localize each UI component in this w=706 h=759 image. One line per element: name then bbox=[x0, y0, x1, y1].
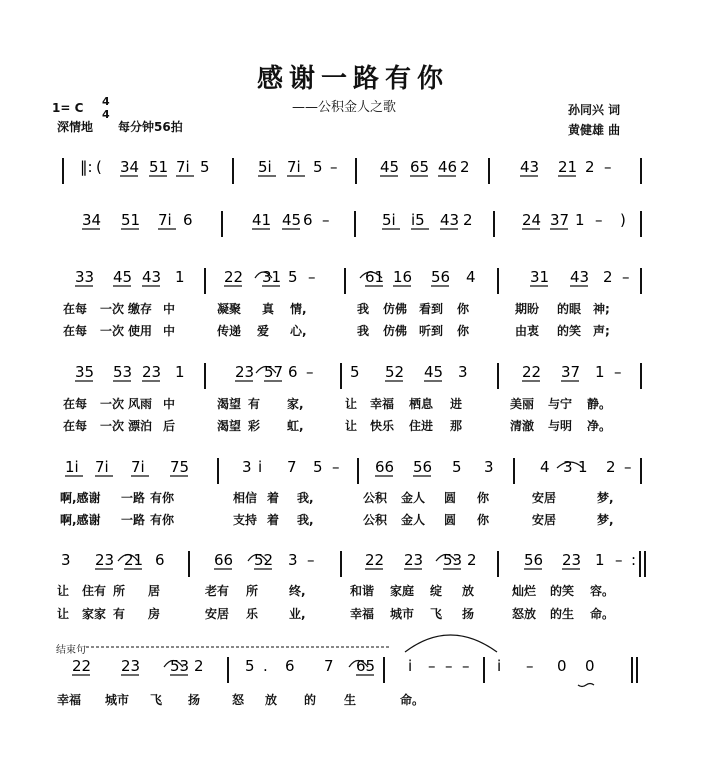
lyric-word: 扬 bbox=[462, 607, 475, 621]
lyric-word: 由衷 bbox=[515, 324, 540, 338]
note: 56 bbox=[431, 268, 451, 286]
note: 2 bbox=[467, 551, 477, 569]
song-subtitle: ——公积金人之歌 bbox=[292, 100, 397, 115]
note: 7 bbox=[287, 458, 297, 476]
lyric-word: 有 bbox=[113, 607, 126, 621]
lyric-word: 后 bbox=[163, 419, 176, 433]
lyric-word: 的生 bbox=[550, 607, 575, 621]
note: i bbox=[258, 458, 263, 476]
note: 66 bbox=[214, 551, 234, 569]
lyric-word: 净。 bbox=[587, 419, 612, 433]
note: 6 bbox=[303, 211, 313, 229]
note: 52 bbox=[254, 551, 274, 569]
note: 23 bbox=[562, 551, 582, 569]
lyric-word: 凝聚 bbox=[217, 302, 242, 316]
lyric-word: 有你 bbox=[150, 491, 175, 505]
lyric-word: 期盼 bbox=[515, 302, 540, 316]
lyric-word: 美丽 bbox=[510, 397, 535, 411]
note: – bbox=[615, 551, 623, 569]
note: : bbox=[631, 551, 637, 569]
lyric-word: 与宁 bbox=[548, 397, 573, 411]
note: 0 bbox=[585, 657, 595, 675]
note: – bbox=[614, 363, 622, 381]
lyric-word: 幸福 bbox=[370, 397, 395, 411]
lyric-word: 啊,感谢 bbox=[60, 513, 101, 527]
note: 6 bbox=[183, 211, 193, 229]
song-title: 感谢一路有你 bbox=[256, 64, 449, 94]
note: 5i bbox=[258, 158, 272, 176]
tempo-marking: 每分钟56拍 bbox=[118, 120, 183, 134]
note: 43 bbox=[142, 268, 162, 286]
note: 1i bbox=[65, 458, 79, 476]
lyric-word: 风雨 bbox=[128, 397, 153, 411]
lyric-word: 圆 bbox=[444, 491, 457, 505]
lyric-word: 在每 bbox=[63, 419, 88, 433]
lyric-word: 安居 bbox=[205, 607, 230, 621]
note: 5 bbox=[245, 657, 255, 675]
note: 5 bbox=[313, 458, 323, 476]
lyric-word: 听到 bbox=[419, 324, 444, 338]
note: 5i bbox=[382, 211, 396, 229]
note: 7i bbox=[176, 158, 190, 176]
note: 2 bbox=[463, 211, 473, 229]
lyric-word: 传递 bbox=[217, 324, 242, 338]
lyric-word: 我, bbox=[297, 513, 314, 527]
lyric-word: 一次 bbox=[100, 419, 125, 433]
lyric-word: 安居 bbox=[532, 491, 557, 505]
lyric-word: 放 bbox=[265, 693, 278, 707]
note: 3 bbox=[61, 551, 71, 569]
note: 22 bbox=[72, 657, 92, 675]
note: 16 bbox=[393, 268, 413, 286]
note: 3 bbox=[484, 458, 494, 476]
note: 45 bbox=[113, 268, 133, 286]
note: i5 bbox=[411, 211, 425, 229]
lyric-word: 声; bbox=[593, 324, 610, 338]
lyric-word: 放 bbox=[462, 584, 475, 598]
lyric-word: 真 bbox=[262, 302, 275, 316]
note: 22 bbox=[522, 363, 542, 381]
note: 43 bbox=[570, 268, 590, 286]
lyric-word: 与明 bbox=[548, 419, 573, 433]
note: ‖: bbox=[80, 158, 93, 176]
key-signature: 1= C bbox=[52, 101, 84, 115]
note: – bbox=[428, 657, 436, 675]
lyric-word: 家, bbox=[287, 397, 304, 411]
note: 2 bbox=[585, 158, 595, 176]
lyric-word: 终, bbox=[289, 584, 306, 598]
note: – bbox=[308, 268, 316, 286]
lyric-word: 家家 bbox=[82, 607, 107, 621]
note: 1 bbox=[578, 458, 588, 476]
note: 23 bbox=[404, 551, 424, 569]
note: 1 bbox=[595, 363, 605, 381]
note: 24 bbox=[522, 211, 542, 229]
note: 5 bbox=[288, 268, 298, 286]
lyric-word: 容。 bbox=[590, 584, 615, 598]
ending-label: 结束句 bbox=[56, 645, 86, 656]
note: – bbox=[445, 657, 453, 675]
lyric-word: 生 bbox=[344, 693, 357, 707]
note: 0 bbox=[557, 657, 567, 675]
lyric-word: 老有 bbox=[205, 584, 230, 598]
lyric-word: 怒 bbox=[232, 693, 245, 707]
composer-credit: 黄健雄 曲 bbox=[568, 123, 621, 137]
note: 6 bbox=[288, 363, 298, 381]
note: 3 bbox=[563, 458, 573, 476]
lyric-word: 圆 bbox=[444, 513, 457, 527]
note: – bbox=[332, 458, 340, 476]
note: 4 bbox=[540, 458, 550, 476]
note: – bbox=[622, 268, 630, 286]
lyric-word: 仿佛 bbox=[383, 324, 408, 338]
note: 34 bbox=[120, 158, 140, 176]
lyric-word: 金人 bbox=[401, 513, 426, 527]
lyric-word: 命。 bbox=[400, 693, 425, 707]
note: 23 bbox=[235, 363, 255, 381]
lyric-word: 所 bbox=[246, 584, 259, 598]
note: 75 bbox=[170, 458, 190, 476]
note: – bbox=[604, 158, 612, 176]
lyric-word: 让 bbox=[57, 607, 70, 621]
lyric-word: 有你 bbox=[150, 513, 175, 527]
lyric-word: 我 bbox=[357, 324, 370, 338]
lyric-word: 的 bbox=[304, 693, 317, 707]
lyric-word: 在每 bbox=[63, 324, 88, 338]
note: 5 bbox=[313, 158, 323, 176]
lyric-word: 安居 bbox=[532, 513, 557, 527]
note: i bbox=[408, 657, 413, 675]
note: 56 bbox=[524, 551, 544, 569]
lyric-word: 栖息 bbox=[409, 397, 434, 411]
note: 23 bbox=[142, 363, 162, 381]
note: 51 bbox=[149, 158, 169, 176]
note: 2 bbox=[460, 158, 470, 176]
time-signature-top: 4 bbox=[102, 95, 110, 108]
note: 1 bbox=[175, 363, 185, 381]
note: 43 bbox=[440, 211, 460, 229]
note: 7i bbox=[95, 458, 109, 476]
lyric-word: 公积 bbox=[363, 491, 388, 505]
lyric-word: 幸福 bbox=[57, 693, 82, 707]
lyric-word: 啊,感谢 bbox=[60, 491, 101, 505]
lyric-word: 飞 bbox=[150, 693, 163, 707]
lyric-word: 让 bbox=[345, 397, 358, 411]
note: 57 bbox=[264, 363, 284, 381]
lyric-word: 金人 bbox=[401, 491, 426, 505]
note: 22 bbox=[365, 551, 385, 569]
note: 7i bbox=[158, 211, 172, 229]
lyric-word: 有 bbox=[248, 397, 261, 411]
note: 7i bbox=[287, 158, 301, 176]
note: – bbox=[306, 363, 314, 381]
note: 2 bbox=[194, 657, 204, 675]
lyric-word: 着 bbox=[267, 513, 280, 527]
note: 34 bbox=[82, 211, 102, 229]
lyricist-credit: 孙同兴 词 bbox=[568, 103, 621, 117]
lyric-word: 让 bbox=[345, 419, 358, 433]
lyric-word: 命。 bbox=[590, 607, 615, 621]
lyric-word: 城市 bbox=[105, 693, 130, 707]
note: 46 bbox=[438, 158, 458, 176]
note: – bbox=[322, 211, 330, 229]
note: 23 bbox=[121, 657, 141, 675]
note: – bbox=[330, 158, 338, 176]
lyric-word: 梦, bbox=[597, 513, 614, 527]
lyric-word: 仿佛 bbox=[383, 302, 408, 316]
note: 6 bbox=[155, 551, 165, 569]
lyric-word: 情, bbox=[290, 302, 307, 316]
note: 5 bbox=[200, 158, 210, 176]
note: 22 bbox=[224, 268, 244, 286]
lyric-word: 居 bbox=[148, 584, 161, 598]
lyric-word: 着 bbox=[267, 491, 280, 505]
note: 51 bbox=[121, 211, 141, 229]
time-signature-bottom: 4 bbox=[102, 108, 110, 121]
lyric-word: 和谐 bbox=[350, 584, 375, 598]
lyric-word: 城市 bbox=[390, 607, 415, 621]
note: 1 bbox=[575, 211, 585, 229]
note: 23 bbox=[95, 551, 115, 569]
lyric-word: 住有 bbox=[82, 584, 107, 598]
lyric-word: 中 bbox=[163, 397, 176, 411]
lyric-word: 进 bbox=[450, 397, 463, 411]
note: ) bbox=[620, 211, 626, 229]
lyric-word: 绽 bbox=[430, 584, 443, 598]
note: 2 bbox=[606, 458, 616, 476]
lyric-word: 灿烂 bbox=[512, 584, 537, 598]
lyric-word: 幸福 bbox=[350, 607, 375, 621]
lyric-word: 心, bbox=[290, 324, 307, 338]
lyric-word: 飞 bbox=[430, 607, 443, 621]
note: ( bbox=[96, 158, 102, 176]
lyric-word: 的笑 bbox=[550, 584, 575, 598]
note: – bbox=[307, 551, 315, 569]
lyric-word: 我, bbox=[297, 491, 314, 505]
lyric-word: 让 bbox=[57, 584, 70, 598]
note: 61 bbox=[365, 268, 385, 286]
lyric-word: 一次 bbox=[100, 324, 125, 338]
note: 7 bbox=[324, 657, 334, 675]
lyric-word: 一次 bbox=[100, 397, 125, 411]
note: 5 bbox=[350, 363, 360, 381]
lyric-word: 那 bbox=[450, 419, 463, 433]
lyric-word: 在每 bbox=[63, 302, 88, 316]
note: 3 bbox=[458, 363, 468, 381]
lyric-word: 扬 bbox=[188, 693, 201, 707]
lyric-word: 公积 bbox=[363, 513, 388, 527]
note: 41 bbox=[252, 211, 272, 229]
note: 65 bbox=[410, 158, 430, 176]
lyric-word: 的眼 bbox=[557, 302, 582, 316]
fermata-mark bbox=[578, 684, 594, 687]
note: 45 bbox=[282, 211, 302, 229]
note: 6 bbox=[285, 657, 295, 675]
lyric-word: 乐 bbox=[246, 607, 259, 621]
note: 3 bbox=[288, 551, 298, 569]
note: 52 bbox=[385, 363, 405, 381]
note: 3 bbox=[242, 458, 252, 476]
note: 66 bbox=[375, 458, 395, 476]
lyric-word: 看到 bbox=[419, 302, 444, 316]
note: 65 bbox=[356, 657, 376, 675]
note: 56 bbox=[413, 458, 433, 476]
lyric-word: 缴存 bbox=[128, 302, 153, 316]
note: 53 bbox=[113, 363, 133, 381]
note: 43 bbox=[520, 158, 540, 176]
lyric-word: 在每 bbox=[63, 397, 88, 411]
lyric-word: 住进 bbox=[409, 419, 434, 433]
note: 37 bbox=[561, 363, 581, 381]
lyric-word: 爱 bbox=[257, 324, 270, 338]
note: 45 bbox=[424, 363, 444, 381]
lyric-word: 你 bbox=[457, 324, 470, 338]
lyric-word: 的笑 bbox=[557, 324, 582, 338]
note: 5 bbox=[452, 458, 462, 476]
note: 31 bbox=[530, 268, 550, 286]
note: – bbox=[624, 458, 632, 476]
note: – bbox=[462, 657, 470, 675]
lyric-word: 中 bbox=[163, 302, 176, 316]
note: 37 bbox=[550, 211, 570, 229]
lyric-word: 虹, bbox=[287, 419, 304, 433]
lyric-word: 渴望 bbox=[217, 419, 242, 433]
lyric-word: 彩 bbox=[248, 419, 261, 433]
note: 21 bbox=[558, 158, 578, 176]
note: . bbox=[263, 657, 268, 675]
note: 35 bbox=[75, 363, 95, 381]
lyric-word: 快乐 bbox=[370, 419, 395, 433]
lyric-word: 清澈 bbox=[510, 419, 535, 433]
lyric-word: 梦, bbox=[597, 491, 614, 505]
lyric-word: 相信 bbox=[233, 491, 258, 505]
note: 33 bbox=[75, 268, 95, 286]
note: 53 bbox=[170, 657, 190, 675]
lyric-word: 使用 bbox=[128, 324, 153, 338]
lyric-word: 你 bbox=[477, 513, 490, 527]
lyric-word: 你 bbox=[477, 491, 490, 505]
lyric-word: 怒放 bbox=[512, 607, 537, 621]
lyric-word: 漂泊 bbox=[128, 419, 153, 433]
note: 53 bbox=[443, 551, 463, 569]
lyric-word: 中 bbox=[163, 324, 176, 338]
lyric-word: 一路 bbox=[121, 491, 146, 505]
lyric-word: 我 bbox=[357, 302, 370, 316]
lyric-word: 所 bbox=[113, 584, 126, 598]
lyric-word: 家庭 bbox=[390, 584, 415, 598]
note: 4 bbox=[466, 268, 476, 286]
note: 7i bbox=[131, 458, 145, 476]
lyric-word: 房 bbox=[148, 607, 161, 621]
note: 1 bbox=[175, 268, 185, 286]
lyric-word: 静。 bbox=[587, 397, 612, 411]
note: 45 bbox=[380, 158, 400, 176]
note: 1 bbox=[595, 551, 605, 569]
mood-marking: 深情地 bbox=[57, 120, 94, 134]
note: i bbox=[497, 657, 502, 675]
lyric-word: 神; bbox=[593, 302, 610, 316]
note: 21 bbox=[124, 551, 144, 569]
lyric-word: 一路 bbox=[121, 513, 146, 527]
lyric-word: 你 bbox=[457, 302, 470, 316]
lyric-word: 业, bbox=[289, 607, 306, 621]
lyric-word: 一次 bbox=[100, 302, 125, 316]
note: 2 bbox=[603, 268, 613, 286]
note: – bbox=[595, 211, 603, 229]
note: 31 bbox=[262, 268, 282, 286]
tie-final bbox=[405, 635, 497, 652]
lyric-word: 支持 bbox=[233, 513, 258, 527]
lyric-word: 渴望 bbox=[217, 397, 242, 411]
note: – bbox=[526, 657, 534, 675]
